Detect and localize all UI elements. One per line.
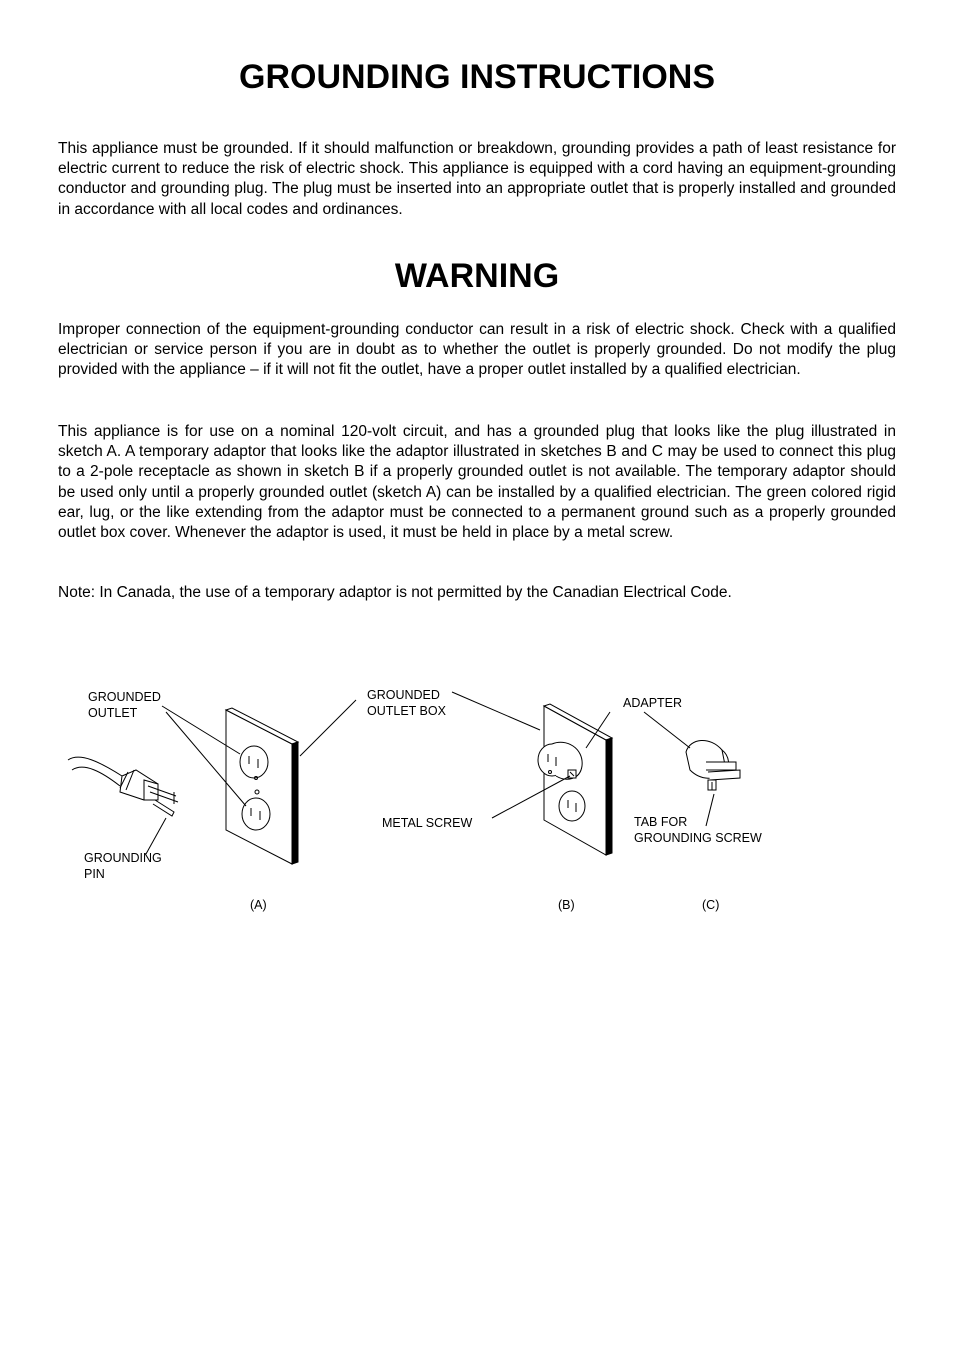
grounding-paragraph: This appliance must be grounded. If it should malfunction or breakdown, grounding provides a path of least resistance for electric current to reduce the risk of electric shock. This appliance is equipped with a cord having an equipment-grounding conductor and grounding plug. The plug must be inserted into an appropriate outlet that is properly installed and grounded in accordance with all local codes and ordinances. [58, 140, 896, 218]
adapter-label: ADAPTER [623, 696, 683, 710]
grounding-diagram [0, 640, 954, 940]
grounded-outlet-plate [226, 708, 298, 864]
metal-screw-label: METAL SCREW [382, 816, 473, 830]
caption-b: (B) [558, 898, 575, 912]
grounding-plug-icon [68, 757, 178, 816]
grounding-instructions-heading: GROUNDING INSTRUCTIONS [239, 58, 715, 96]
grounded-outlet-label: GROUNDED OUTLET [88, 690, 161, 720]
caption-a: (A) [250, 898, 267, 912]
grounding-pin-label: GROUNDING PIN [84, 851, 162, 881]
adapter-icon [686, 740, 740, 790]
warning-heading: WARNING [394, 257, 560, 295]
tab-label: TAB FOR GROUNDING SCREW [634, 815, 762, 845]
canada-note-paragraph: Note: In Canada, the use of a temporary adaptor is not permitted by the Canadian Electrical Code. [58, 584, 732, 601]
caption-c: (C) [702, 898, 720, 912]
grounded-outlet-box-label: GROUNDED OUTLET BOX [367, 688, 446, 718]
warning-paragraph: Improper connection of the equipment-grounding conductor can result in a risk of electric shock. Check with a qualified electrician or service person if you are in doubt as to whether the outlet is properly grounded. Do not modify the plug provided with the appliance – if it will not fit the outlet, have a proper outlet installed by a qualified electrician. [58, 321, 896, 379]
outlet-box-with-adapter [538, 704, 612, 855]
circuit-paragraph: This appliance is for use on a nominal 120-volt circuit, and has a grounded plug that looks like the plug illustrated in sketch A. A temporary adaptor that looks like the adaptor illustrated in sketches B and C may be used to connect this plug to a 2-pole receptacle as shown in sketch B if a properly grounded outlet is not available. The temporary adaptor should be used only until a properly grounded outlet (sketch A) can be installed by a qualified electrician. The green colored rigid ear, lug, or the like extending from the adaptor must be connected to a permanent ground such as a properly grounded outlet box cover. Whenever the adaptor is used, it must be held in place by a metal screw. [58, 423, 896, 542]
